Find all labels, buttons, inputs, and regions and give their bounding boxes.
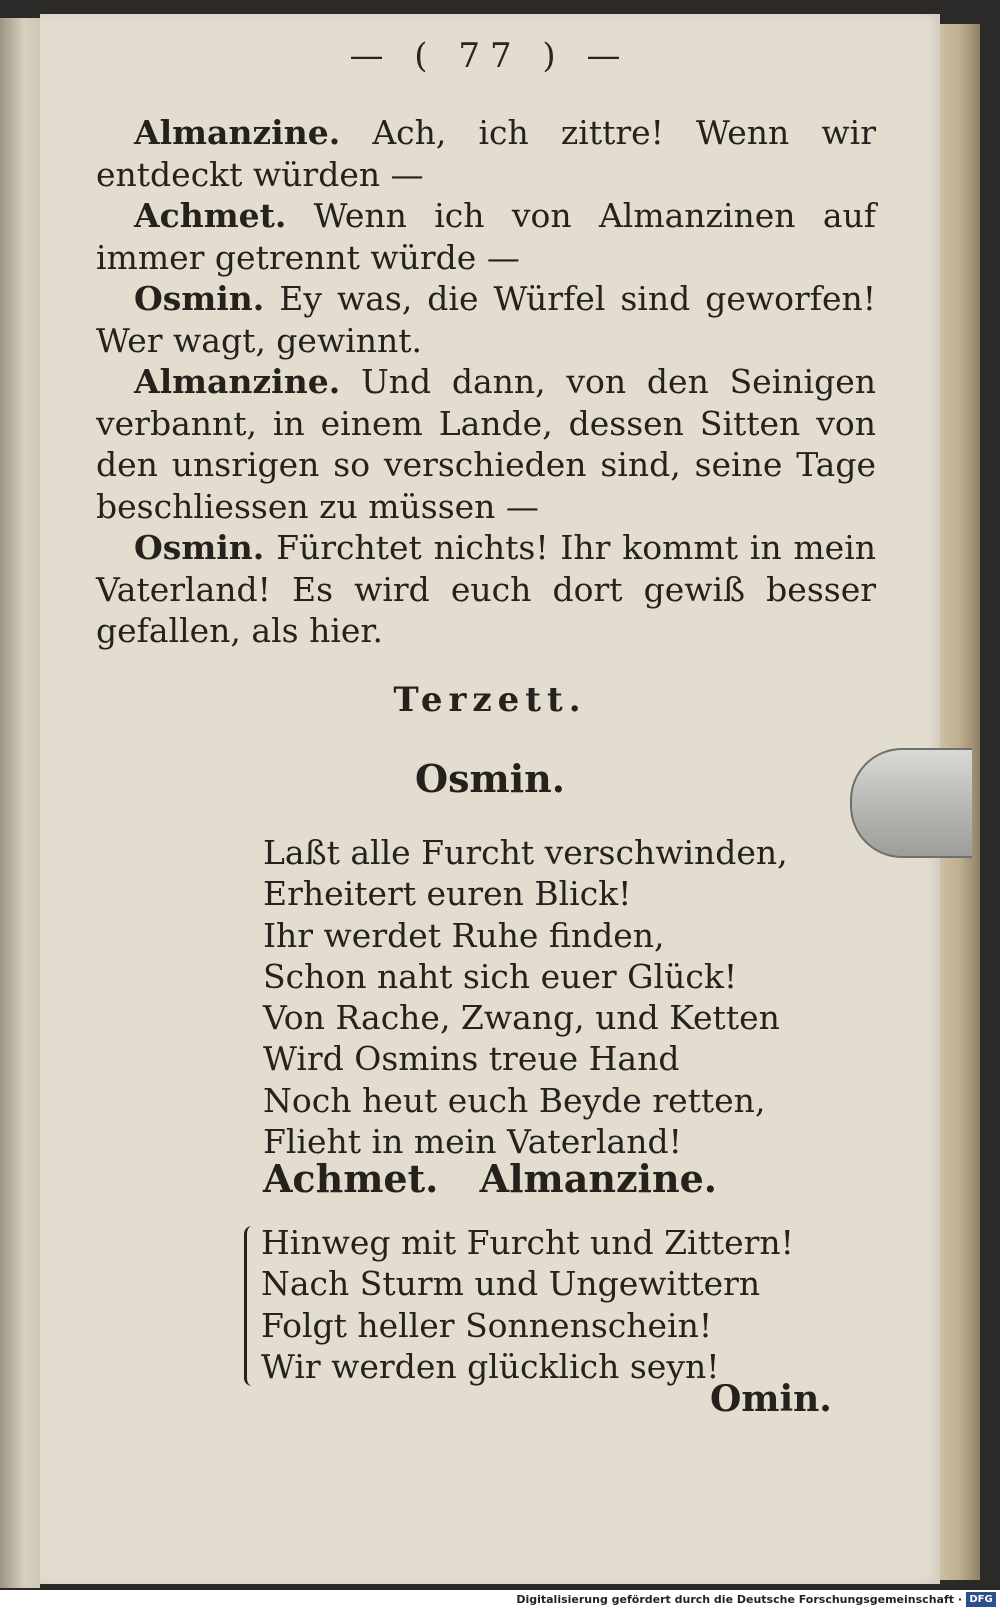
speaker-name: Almanzine. bbox=[134, 113, 341, 152]
brace-bracket bbox=[244, 1226, 257, 1386]
dialogue-paragraph bbox=[96, 112, 876, 195]
speaker-name: Osmin. bbox=[134, 279, 265, 318]
verse-stanza bbox=[263, 832, 788, 1162]
left-page-edge bbox=[0, 18, 40, 1588]
duet-stanza bbox=[261, 1222, 794, 1387]
duet-speakers-heading: Achmet. Almanzine. bbox=[262, 1156, 718, 1201]
verse-speaker-heading: Osmin. bbox=[415, 756, 565, 801]
verse-line: Wir werden glücklich seyn! bbox=[261, 1346, 720, 1386]
speaker-name: Osmin. bbox=[134, 528, 265, 567]
speaker-name: Almanzine. bbox=[134, 362, 341, 401]
verse-line: Folgt heller Sonnenschein! bbox=[261, 1305, 713, 1345]
footer-credit: Digitalisierung gefördert durch die Deutsche Forschungsgemeinschaft · bbox=[516, 1593, 962, 1606]
verse-line: Erheitert euren Blick! bbox=[263, 874, 632, 914]
footer-bar bbox=[0, 1590, 1000, 1610]
page-number: — ( 77 ) — bbox=[349, 36, 631, 76]
catchword: Omin. bbox=[710, 1378, 832, 1420]
dialogue-text: Ey was, die Würfel sind geworfen! Wer wagt, gewinnt. bbox=[96, 279, 876, 360]
verse-line: Schon naht sich euer Glück! bbox=[263, 956, 738, 996]
dialogue-text: Ach, ich zittre! Wenn wir entdeckt würden — bbox=[96, 113, 876, 194]
dialogue-text: Wenn ich von Almanzinen auf immer getrennt würde — bbox=[96, 196, 876, 277]
dfg-logo: DFG bbox=[966, 1592, 996, 1607]
dialogue-block bbox=[96, 112, 876, 652]
verse-line: Laßt alle Furcht verschwinden, bbox=[263, 833, 788, 872]
dialogue-text: Fürchtet nichts! Ihr kommt in mein Vaterland! Es wird euch dort gewiß besser gefallen, als hier. bbox=[96, 528, 876, 650]
verse-line: Flieht in mein Vaterland! bbox=[263, 1122, 682, 1162]
dialogue-text: Und dann, von den Seinigen verbannt, in einem Lande, dessen Sitten von den unsrigen so verschieden sind, seine Tage beschliessen zu müssen — bbox=[96, 362, 876, 526]
verse-line: Von Rache, Zwang, und Ketten bbox=[263, 998, 780, 1038]
verse-line: Nach Sturm und Ungewittern bbox=[261, 1264, 761, 1304]
speaker-name: Achmet. bbox=[134, 196, 287, 235]
verse-line: Noch heut euch Beyde retten, bbox=[263, 1080, 766, 1120]
verse-line: Wird Osmins treue Hand bbox=[263, 1039, 680, 1079]
dialogue-paragraph bbox=[96, 361, 876, 527]
dialogue-paragraph bbox=[96, 278, 876, 361]
dialogue-paragraph bbox=[96, 195, 876, 278]
section-title: Terzett. bbox=[393, 680, 587, 720]
dialogue-paragraph bbox=[96, 527, 876, 652]
verse-line: Hinweg mit Furcht und Zittern! bbox=[261, 1223, 794, 1262]
verse-line: Ihr werdet Ruhe finden, bbox=[263, 915, 665, 955]
